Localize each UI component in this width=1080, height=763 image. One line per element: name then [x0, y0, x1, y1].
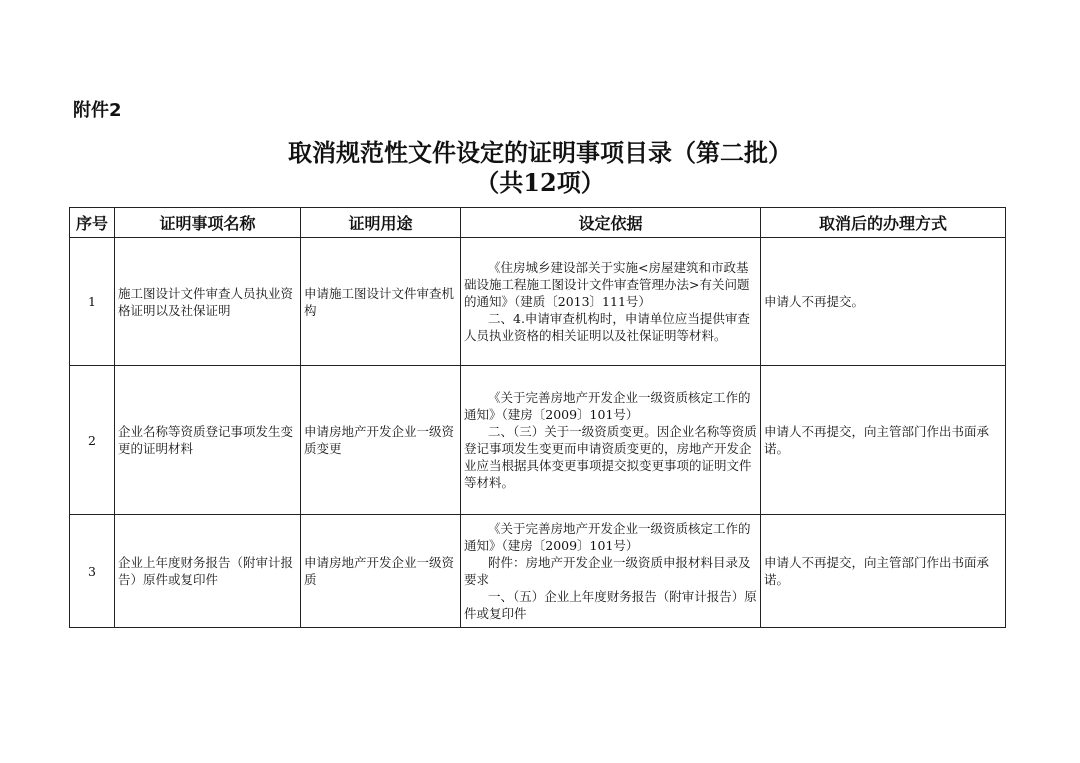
table-header-row [70, 208, 1006, 238]
row-handling: 申请人不再提交，向主管部门作出书面承诺。 [761, 366, 1006, 515]
header-name: 证明事项名称 [115, 208, 301, 238]
basis-title: 《关于完善房地产开发企业一级资质核定工作的通知》（建房〔2009〕101号） [464, 521, 751, 553]
items-table [69, 207, 1006, 628]
row-name: 企业上年度财务报告（附审计报告）原件或复印件 [115, 515, 301, 628]
row-basis [461, 238, 761, 366]
header-basis: 设定依据 [461, 208, 761, 238]
row-purpose: 申请施工图设计文件审查机构 [301, 238, 461, 366]
row-basis [461, 366, 761, 515]
row-handling: 申请人不再提交，向主管部门作出书面承诺。 [761, 515, 1006, 628]
row-purpose: 申请房地产开发企业一级资质 [301, 515, 461, 628]
basis-title: 《住房城乡建设部关于实施<房屋建筑和市政基础设施工程施工图设计文件审查管理办法>有关问题的通知》（建质〔2013〕111号） [464, 260, 750, 309]
basis-detail: 二、4.申请审查机构时，申请单位应当提供审查人员执业资格的相关证明以及社保证明等材料。 [464, 311, 750, 343]
document-title: 取消规范性文件设定的证明事项目录（第二批） [288, 138, 792, 167]
document-subtitle: （共12项） [475, 168, 605, 197]
table-row [70, 366, 1006, 515]
row-index: 3 [70, 515, 115, 628]
row-handling: 申请人不再提交。 [761, 238, 1006, 366]
basis-detail: 二、（三）关于一级资质变更。因企业名称等资质登记事项发生变更而申请资质变更的，房地产开发企业应当根据具体变更事项提交拟变更事项的证明文件等材料。 [464, 424, 757, 490]
header-purpose: 证明用途 [301, 208, 461, 238]
table-row [70, 238, 1006, 366]
row-name: 企业名称等资质登记事项发生变更的证明材料 [115, 366, 301, 515]
row-index: 2 [70, 366, 115, 515]
row-basis [461, 515, 761, 628]
table-row [70, 515, 1006, 628]
header-index: 序号 [70, 208, 115, 238]
header-handling: 取消后的办理方式 [761, 208, 1006, 238]
basis-title: 《关于完善房地产开发企业一级资质核定工作的通知》（建房〔2009〕101号） [464, 390, 751, 422]
row-index: 1 [70, 238, 115, 366]
row-name: 施工图设计文件审查人员执业资格证明以及社保证明 [115, 238, 301, 366]
attachment-label: 附件2 [73, 100, 122, 121]
basis-detail: 附件：房地产开发企业一级资质申报材料目录及要求 [464, 555, 751, 587]
basis-detail-2: 一、（五）企业上年度财务报告（附审计报告）原件或复印件 [464, 589, 757, 621]
row-purpose: 申请房地产开发企业一级资质变更 [301, 366, 461, 515]
